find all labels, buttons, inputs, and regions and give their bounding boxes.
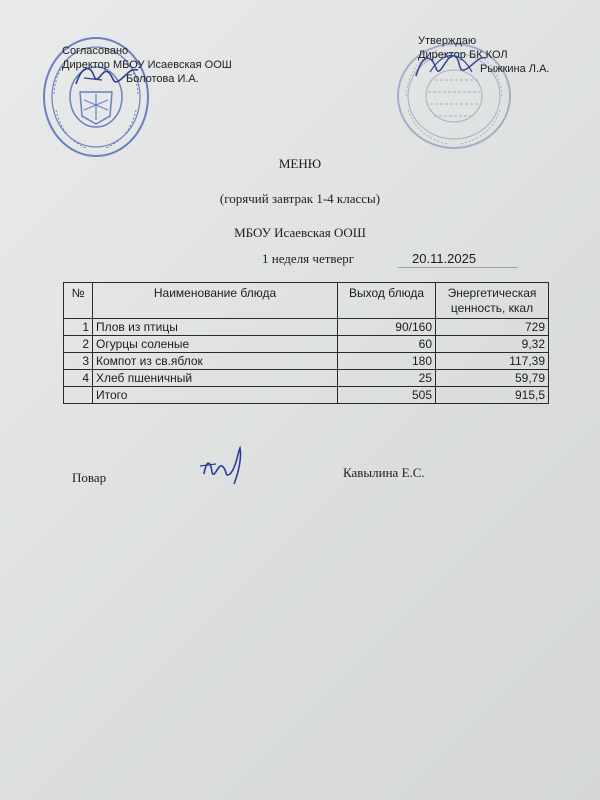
approver-signature xyxy=(410,46,490,86)
row-dish-name: Плов из птицы xyxy=(93,319,338,336)
approval-right-name: Рыжкина Л.А. xyxy=(480,63,550,75)
row-dish-name: Компот из св.яблок xyxy=(93,353,338,370)
total-energy: 915,5 xyxy=(436,387,549,404)
row-output: 25 xyxy=(338,370,436,387)
menu-date: 20.11.2025 xyxy=(412,251,477,266)
table-row xyxy=(64,353,549,370)
header-number: № xyxy=(64,283,93,319)
row-number: 2 xyxy=(64,336,93,353)
header-dish-name: Наименование блюда xyxy=(93,283,338,319)
approval-right-title: Утверждаю xyxy=(418,35,477,47)
row-energy: 9,32 xyxy=(436,336,549,353)
table-header-row xyxy=(64,283,549,319)
row-number: 4 xyxy=(64,370,93,387)
total-number xyxy=(64,387,93,404)
school-name: МБОУ Исаевская ООШ xyxy=(234,225,366,240)
row-energy: 117,39 xyxy=(436,353,549,370)
week-day-label: 1 неделя четверг xyxy=(262,251,355,266)
row-energy: 729 xyxy=(436,319,549,336)
table-total-row xyxy=(64,387,549,404)
cook-signature xyxy=(198,444,250,488)
cook-label: Повар xyxy=(72,470,107,485)
approval-right-position: Директор БК КОЛ xyxy=(418,49,508,61)
header-output: Выход блюда xyxy=(338,283,436,319)
row-dish-name: Хлеб пшеничный xyxy=(93,370,338,387)
cook-name: Кавылина Е.С. xyxy=(343,465,425,480)
menu-title: МЕНЮ xyxy=(278,156,322,171)
total-output: 505 xyxy=(338,387,436,404)
header-energy: Энергетическая ценность, ккал xyxy=(436,283,549,319)
row-output: 60 xyxy=(338,336,436,353)
table-row xyxy=(64,336,549,353)
row-energy: 59,79 xyxy=(436,370,549,387)
row-number: 3 xyxy=(64,353,93,370)
table-row xyxy=(64,370,549,387)
approval-left-title: Согласовано xyxy=(62,45,129,57)
menu-table xyxy=(63,282,549,404)
approval-left-position: Директор МБОУ Исаевская ООШ xyxy=(62,59,232,71)
menu-subtitle: (горячий завтрак 1-4 классы) xyxy=(219,191,381,206)
row-dish-name: Огурцы соленые xyxy=(93,336,338,353)
total-label: Итого xyxy=(93,387,338,404)
row-output: 180 xyxy=(338,353,436,370)
row-number: 1 xyxy=(64,319,93,336)
table-row xyxy=(64,319,549,336)
approval-left-name: Болотова И.А. xyxy=(126,73,199,85)
row-output: 90/160 xyxy=(338,319,436,336)
director-signature xyxy=(72,58,142,92)
